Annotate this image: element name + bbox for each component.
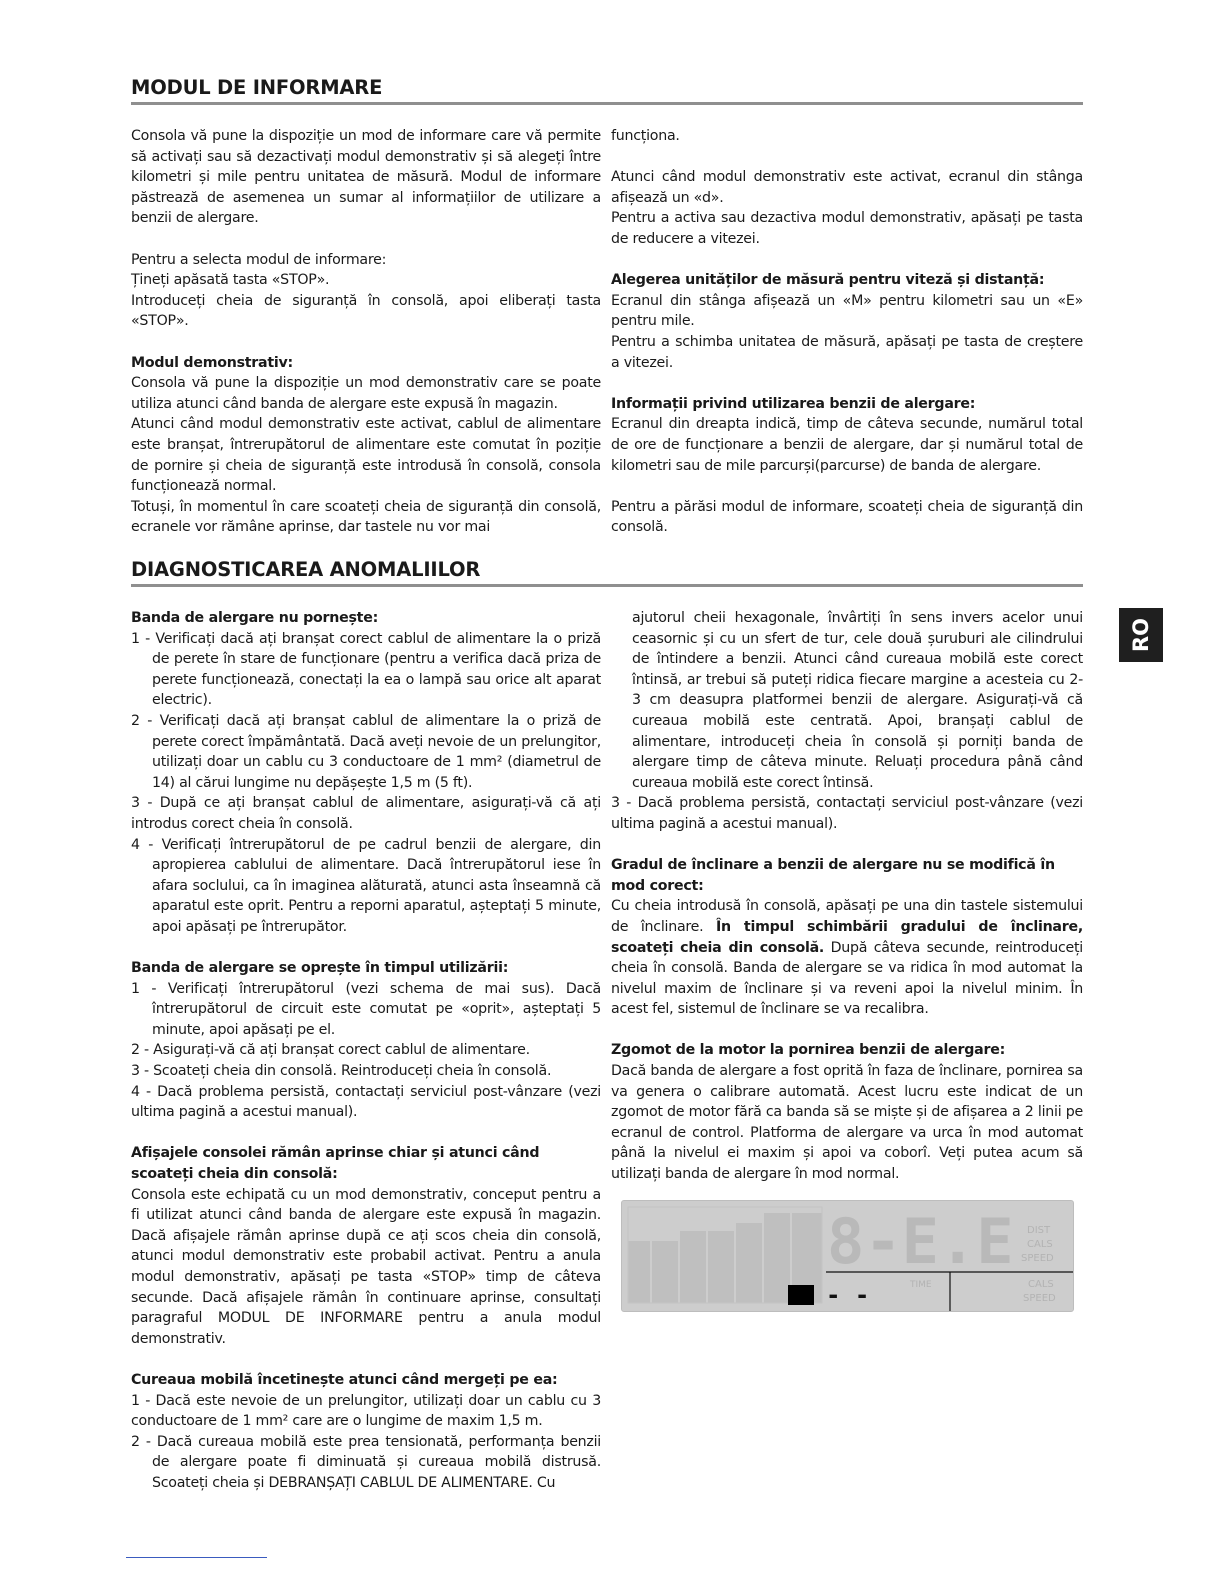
- heading-incline-issue: Gradul de înclinare a benzii de alergare nu se modifică în mod corect:: [611, 857, 1055, 894]
- list-item: 1 - Verificați dacă ați branșat corect cablul de alimentare la o priză de perete în stare de funcționare (pentru a verifica dacă priza de perete funcționează, conectați la ea o lampă sau orice alt aparat electric).: [131, 630, 601, 709]
- units-heading: Alegerea unităților de măsură pentru viteză și distanță:: [611, 272, 1045, 289]
- list-item: 3 - După ce ați branșat cablul de alimentare, asigurați-vă că ați introdus corect cheia în consolă.: [131, 795, 601, 832]
- usage-paragraph: Ecranul din dreapta indică, timp de câteva secunde, numărul total de ore de funcționare a benzii de alergare, dar și numărul total de kilometri sau de mile parcurși(parcurse) de banda de alergare.: [611, 416, 1083, 474]
- incline-text-bold: În timpul schimbării gradului de înclinare, scoateți cheia din consolă.: [611, 918, 1084, 956]
- lcd-big-digits: 8-E.E: [827, 1205, 1014, 1278]
- list-item: 4 - Dacă problema persistă, contactați serviciul post-vânzare (vezi ultima pagină a acestui manual).: [131, 1083, 601, 1121]
- list-item: 1 - Verificați întrerupătorul (vezi schema de mai sus). Dacă întrerupătorul de circuit este comutat pe «oprit», așteptați 5 minute, apoi apăsați pe el.: [131, 980, 601, 1038]
- select-step-2: Introduceți cheia de siguranță în consolă, apoi eliberați tasta «STOP».: [131, 292, 601, 330]
- list-item: 3 - Dacă problema persistă, contactați serviciul post-vânzare (vezi ultima pagină a acestui manual).: [611, 795, 1083, 832]
- units-paragraph-2: Pentru a schimba unitatea de măsură, apăsați pe tasta de creștere a vitezei.: [611, 333, 1083, 371]
- heading-belt-slows: Cureaua mobilă încetinește atunci când mergeți pe ea:: [131, 1371, 558, 1388]
- list-no-start: [131, 629, 601, 938]
- console-display-image: [621, 1200, 1074, 1312]
- list-belt-slows: [131, 1391, 601, 1494]
- list-item: 4 - Verificați întrerupătorul de pe cadrul benzii de alergare, din apropierea cablului de alimentare. Dacă întrerupătorul iese în afara soclului, ca în imaginea alăturată, atunci asta înseamnă că aparatul este oprit. Pentru a reporni aparatul, așteptați 5 minute, apoi apăsați pe întrerupător.: [131, 836, 601, 935]
- paragraph-incline-issue: [611, 896, 1083, 1020]
- language-tab-label: RO: [1129, 617, 1153, 653]
- lcd-label-time: TIME: [910, 1280, 932, 1290]
- usage-heading: Informații privind utilizarea benzii de alergare:: [611, 395, 976, 412]
- demo-screen-text: Atunci când modul demonstrativ este activat, ecranul din stânga afișează un «d».: [611, 169, 1083, 206]
- lcd-label-cals-bottom: CALS: [1028, 1279, 1054, 1290]
- list-stops-during-use: [131, 979, 601, 1123]
- lcd-label-cals: CALS: [1027, 1239, 1053, 1250]
- paragraph-displays-stay-on: Consola este echipată cu un mod demonstrativ, conceput pentru a fi utilizat atunci când banda de alergare este expusă în magazin. Dacă afișajele rămân aprinse după ce ați scos cheia din consolă, atunci modul demonstrativ este probabil activat. Pentru a anula modul demonstrativ, apăsați pe tasta «STOP» timp de câteva secunde. Dacă afișajele rămân în continuare aprinse, consultați paragraful MODUL DE INFORMARE pentru a anula modul demonstrativ.: [131, 1186, 601, 1347]
- paragraph-motor-noise: Dacă banda de alergare a fost oprită în faza de înclinare, pornirea sa va genera o calibrare automată. Acest lucru este indicat de un zgomot de motor fără ca banda să se miște și de afișarea a 2 linii pe ecranul de control. Platforma de alergare va urca în mod automat până la nivelul ei maxim și apoi va coborî. Veți putea acum să utilizați banda de alergare în mod normal.: [611, 1063, 1083, 1183]
- demo-toggle-text: Pentru a activa sau dezactiva modul demonstrativ, apăsați pe tasta de reducere a vitezei.: [611, 210, 1083, 247]
- demo-mode-heading: Modul demonstrativ:: [131, 354, 293, 371]
- continuation-text: ajutorul cheii hexagonale, învârtiți în sens invers acelor unui ceasornic și cu un sfert de tur, cele două șuruburi ale cilindrului de întindere a benzii. Atunci când cureaua mobilă este corect întinsă, ar trebui să puteți ridica fiecare margine a acesteia cu 2-3 cm deasupra platformei benzii de alergare. Asigurați-vă că cureaua mobilă este centrată. Apoi, branșați cablul de alimentare, introduceți cheia în consolă și porniți banda de alergare timp de câteva minute. Reluați procedura până când cureaua mobilă este corect întinsă.: [632, 610, 1083, 791]
- info-mode-column-right: [611, 126, 1083, 538]
- list-item: 2 - Dacă cureaua mobilă este prea tensionată, performanța benzii de alergare poate fi diminuată și cureaua mobilă distrusă. Scoateți cheia și DEBRANȘAȚI CABLUL DE ALIMENTARE. Cu: [131, 1433, 601, 1491]
- lcd-label-speed: SPEED: [1021, 1253, 1054, 1264]
- section-title-troubleshooting: DIAGNOSTICAREA ANOMALIILOR: [131, 558, 1083, 587]
- incline-text-part-2: După câteva secunde, reintroduceți cheia în consolă. Banda de alergare se va ridica în mod automat la nivelul maxim de înclinare și va reveni apoi la nivelul minim. În acest fel, sistemul de înclinare se va recalibra.: [611, 939, 1084, 1018]
- continuation-text: funcționa.: [611, 128, 680, 144]
- troubleshooting-column-left: [131, 608, 601, 1494]
- select-mode-intro: Pentru a selecta modul de informare:: [131, 251, 387, 268]
- demo-mode-paragraph-3: Totuși, în momentul în care scoateți cheia de siguranță din consolă, ecranele vor rămâne aprinse, dar tastele nu vor mai: [131, 498, 601, 536]
- list-item: 2 - Asigurați-vă că ați branșat corect cablul de alimentare.: [131, 1042, 530, 1059]
- lcd-label-speed-bottom: SPEED: [1023, 1293, 1056, 1304]
- demo-mode-paragraph-2: Atunci când modul demonstrativ este activat, cablul de alimentare este branșat, întrerupătorul de alimentare este comutat în poziție de pornire și cheia de siguranță este introdusă în consolă, consola funcționează normal.: [131, 416, 601, 495]
- heading-no-start: Banda de alergare nu pornește:: [131, 610, 379, 626]
- list-item: 2 - Verificați dacă ați branșat cablul de alimentare la o priză de perete corect împământată. Dacă aveți nevoie de un prelungitor, utilizați doar un cablu cu 3 conductoare de 1 mm² (diametrul de 14) al cărui lungime nu depășește 1,5 m (5 ft).: [131, 712, 601, 791]
- section-title-info-mode: MODUL DE INFORMARE: [131, 76, 1083, 105]
- heading-motor-noise: Zgomot de la motor la pornirea benzii de alergare:: [611, 1042, 1005, 1059]
- lcd-small-dashes: - -: [826, 1281, 870, 1309]
- list-item: 3 - Scoateți cheia din consolă. Reintroduceți cheia în consolă.: [131, 1063, 552, 1080]
- lcd-black-block: [788, 1285, 814, 1305]
- console-display-graphic: [622, 1201, 1073, 1311]
- heading-displays-stay-on: Afișajele consolei rămân aprinse chiar și atunci când scoateți cheia din consolă:: [131, 1145, 540, 1183]
- list-item: 1 - Dacă este nevoie de un prelungitor, utilizați doar un cablu cu 3 conductoare de 1 mm² care are o lungime de maxim 1,5 m.: [131, 1392, 601, 1430]
- heading-stops-during-use: Banda de alergare se oprește în timpul utilizării:: [131, 960, 509, 977]
- incline-text-part-1: Cu cheia introdusă în consolă, apăsați pe una din tastele sistemului de înclinare.: [611, 898, 1083, 935]
- info-mode-column-left: [131, 126, 601, 538]
- language-tab: [1119, 608, 1163, 662]
- units-paragraph-1: Ecranul din stânga afișează un «M» pentru kilometri sau un «E» pentru mile.: [611, 292, 1083, 330]
- select-step-1: Țineți apăsată tasta «STOP».: [131, 272, 330, 289]
- lcd-label-dist: DIST: [1027, 1225, 1051, 1236]
- exit-paragraph: Pentru a părăsi modul de informare, scoateți cheia de siguranță din consolă.: [611, 498, 1083, 536]
- demo-mode-paragraph-1: Consola vă pune la dispoziție un mod demonstrativ care se poate utiliza atunci când banda de alergare este expusă în magazin.: [131, 375, 601, 412]
- info-mode-intro: Consola vă pune la dispoziție un mod de informare care vă permite să activați sau să dezactivați modul demonstrativ și să alegeți între kilometri și mile pentru unitatea de măsură. Modul de informare păstrează de asemenea un sumar al informațiilor de utilizare a benzii de alergare.: [131, 128, 601, 227]
- footer-rule: [126, 1557, 267, 1558]
- troubleshooting-column-right: [611, 608, 1083, 1185]
